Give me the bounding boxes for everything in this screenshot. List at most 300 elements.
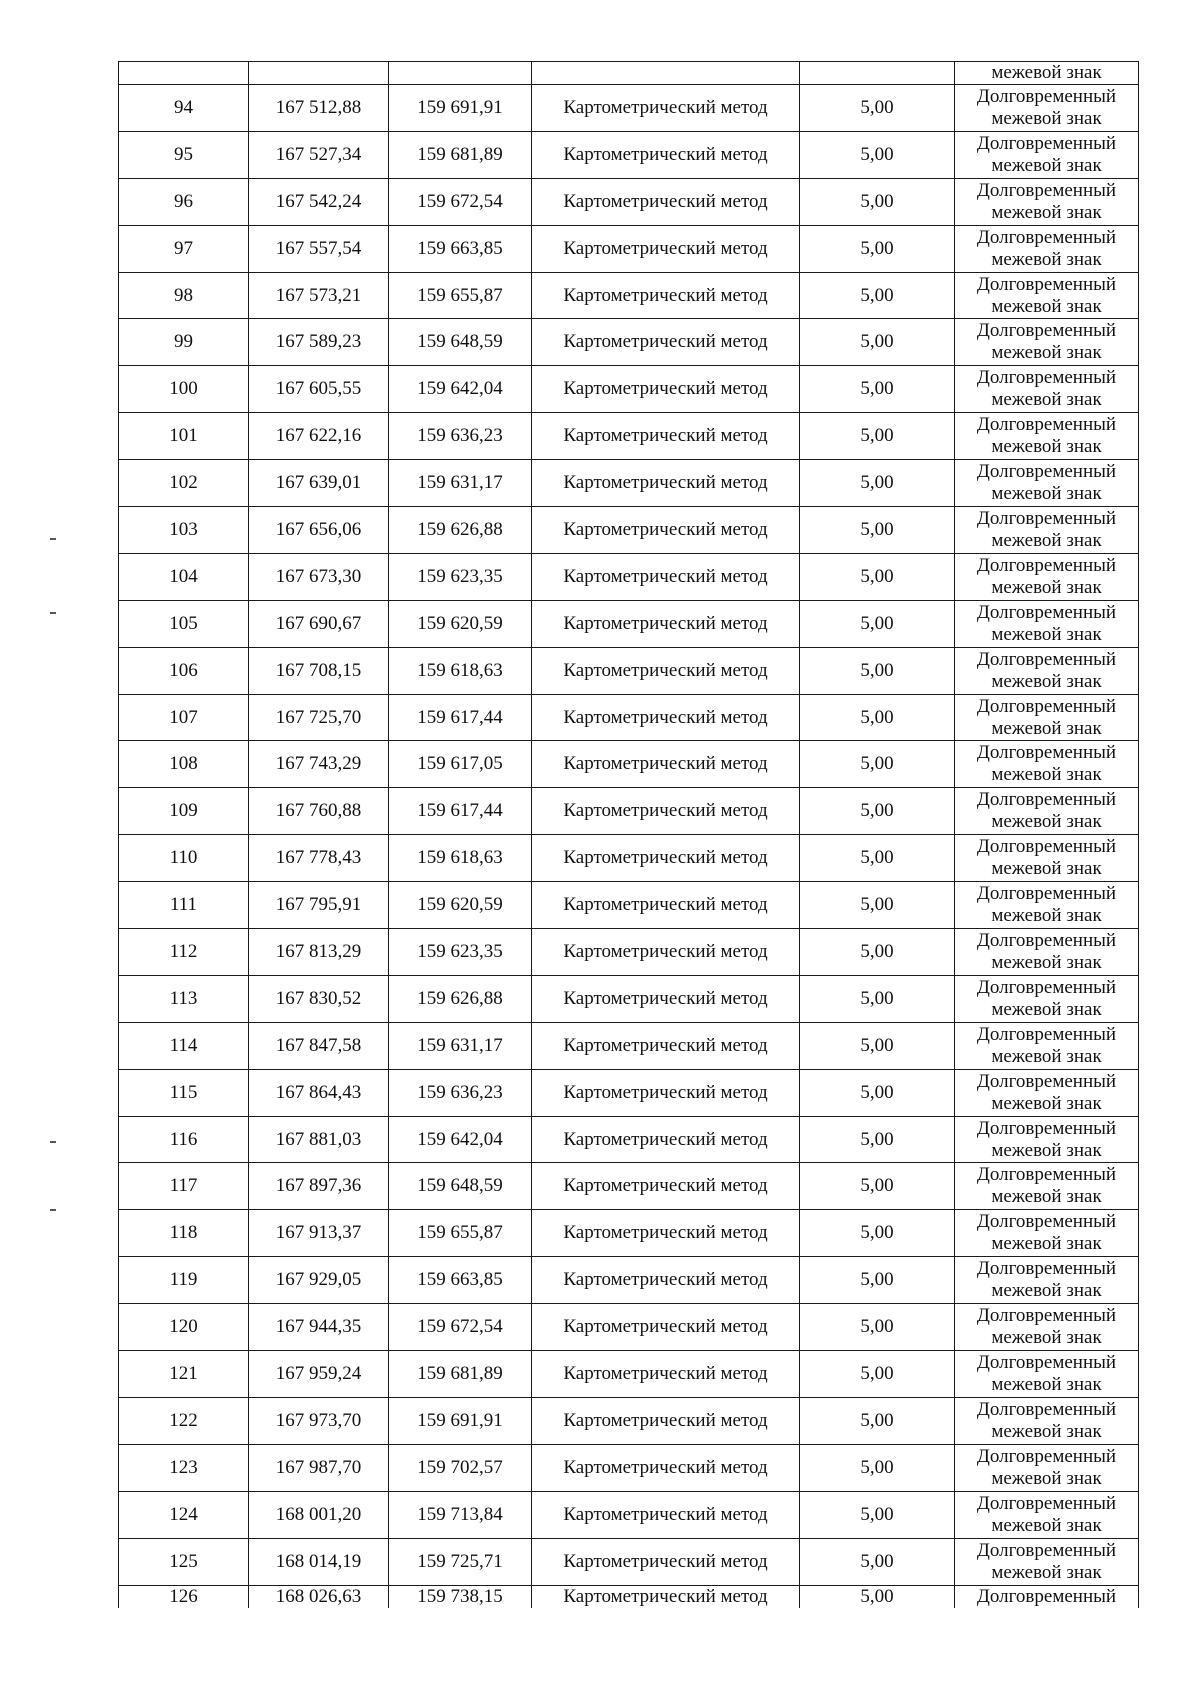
cell-accuracy: 5,00 — [800, 1022, 955, 1069]
cell-number: 98 — [119, 272, 249, 319]
mark-type-line1: Долговременный — [976, 1117, 1117, 1139]
cell-y: 159 691,91 — [389, 85, 532, 132]
cell-accuracy: 5,00 — [800, 507, 955, 554]
cell-number: 114 — [119, 1022, 249, 1069]
cell-mark-type — [955, 694, 1139, 741]
cell-mark-type — [955, 553, 1139, 600]
cell-number: 125 — [119, 1538, 249, 1585]
mark-type-line2: межевой знак — [991, 389, 1102, 411]
cell-accuracy: 5,00 — [800, 882, 955, 929]
table-row — [119, 460, 1139, 507]
mark-type-line1: Долговременный — [976, 1492, 1117, 1514]
mark-type-line2: межевой знак — [991, 670, 1102, 692]
cell-mark-type — [955, 788, 1139, 835]
mark-type-line2: межевой знак — [991, 1186, 1102, 1208]
cell-method: Картометрический метод — [532, 975, 800, 1022]
cell-method: Картометрический метод — [532, 1163, 800, 1210]
cell-accuracy: 5,00 — [800, 1069, 955, 1116]
mark-type-line2: межевой знак — [991, 295, 1102, 317]
cell-y: 159 702,57 — [389, 1444, 532, 1491]
cell-mark-type — [955, 1538, 1139, 1585]
cell-mark-type — [955, 1444, 1139, 1491]
cell-mark-type — [955, 647, 1139, 694]
mark-type-line1: Долговременный — [976, 1539, 1117, 1561]
cell-x: 167 778,43 — [249, 835, 389, 882]
cell-y: 159 672,54 — [389, 1304, 532, 1351]
mark-type-line1: Долговременный — [976, 414, 1117, 436]
cell-mark-type — [955, 1491, 1139, 1538]
cell-method: Картометрический метод — [532, 225, 800, 272]
cell-mark-type — [955, 1163, 1139, 1210]
mark-type-line2: межевой знак — [991, 1045, 1102, 1067]
mark-type-line2: межевой знак — [991, 1280, 1102, 1302]
cell-accuracy: 5,00 — [800, 929, 955, 976]
mark-type-line2: межевой знак — [991, 483, 1102, 505]
table-row — [119, 1210, 1139, 1257]
table-row — [119, 1538, 1139, 1585]
cell-number: 101 — [119, 413, 249, 460]
mark-type-line1: Долговременный — [976, 648, 1117, 670]
mark-type-line1: Долговременный — [976, 1351, 1117, 1373]
cell-number: 100 — [119, 366, 249, 413]
cell-y: 159 642,04 — [389, 366, 532, 413]
cell-method: Картометрический метод — [532, 1585, 800, 1608]
table-row — [119, 507, 1139, 554]
scan-mark — [50, 538, 56, 540]
cell-method: Картометрический метод — [532, 1491, 800, 1538]
cell-number: 116 — [119, 1116, 249, 1163]
mark-type-line2: межевой знак — [991, 1373, 1102, 1395]
cell-method: Картометрический метод — [532, 882, 800, 929]
cell-number: 126 — [119, 1585, 249, 1608]
cell-y: 159 642,04 — [389, 1116, 532, 1163]
mark-type-line1: Долговременный — [976, 789, 1117, 811]
cell-mark-type — [955, 460, 1139, 507]
cell-x: 167 589,23 — [249, 319, 389, 366]
cell-number: 109 — [119, 788, 249, 835]
mark-type-line2: межевой знак — [991, 811, 1102, 833]
cell-mark-type — [955, 178, 1139, 225]
cell-x: 167 944,35 — [249, 1304, 389, 1351]
table-row — [119, 366, 1139, 413]
cell-mark-type — [955, 413, 1139, 460]
mark-type-line2: межевой знак — [991, 1514, 1102, 1536]
mark-type-line2: межевой знак — [991, 576, 1102, 598]
cell-method: Картометрический метод — [532, 413, 800, 460]
cell-mark-type — [955, 507, 1139, 554]
cell-mark-type — [955, 1397, 1139, 1444]
cell-y: 159 663,85 — [389, 1257, 532, 1304]
table-row — [119, 1163, 1139, 1210]
cell-accuracy: 5,00 — [800, 1538, 955, 1585]
cell-accuracy: 5,00 — [800, 1210, 955, 1257]
cell-x: 167 973,70 — [249, 1397, 389, 1444]
cell-y: 159 631,17 — [389, 1022, 532, 1069]
cell-accuracy: 5,00 — [800, 178, 955, 225]
cell-x: 167 708,15 — [249, 647, 389, 694]
mark-type-line2: межевой знак — [991, 905, 1102, 927]
mark-type-line1: Долговременный — [976, 226, 1117, 248]
cell-x: 167 542,24 — [249, 178, 389, 225]
cell-accuracy: 5,00 — [800, 85, 955, 132]
cell-number: 99 — [119, 319, 249, 366]
cell-accuracy — [800, 62, 955, 85]
cell-accuracy: 5,00 — [800, 272, 955, 319]
cell-method: Картометрический метод — [532, 85, 800, 132]
mark-type-line2: межевой знак — [991, 764, 1102, 786]
cell-mark-type: Долговременный — [955, 1585, 1139, 1608]
cell-method: Картометрический метод — [532, 319, 800, 366]
cell-number: 105 — [119, 600, 249, 647]
mark-type-line2: межевой знак — [991, 1467, 1102, 1489]
cell-x: 167 929,05 — [249, 1257, 389, 1304]
cell-accuracy: 5,00 — [800, 1304, 955, 1351]
cell-accuracy: 5,00 — [800, 1116, 955, 1163]
cell-accuracy: 5,00 — [800, 553, 955, 600]
table-row — [119, 178, 1139, 225]
cell-number: 113 — [119, 975, 249, 1022]
cell-accuracy: 5,00 — [800, 225, 955, 272]
cell-method: Картометрический метод — [532, 1210, 800, 1257]
cell-y: 159 655,87 — [389, 272, 532, 319]
cell-mark-type — [955, 366, 1139, 413]
cell-y: 159 620,59 — [389, 882, 532, 929]
mark-type-line1: Долговременный — [976, 929, 1117, 951]
mark-type-line1: Долговременный — [976, 461, 1117, 483]
cell-y: 159 626,88 — [389, 975, 532, 1022]
cell-method: Картометрический метод — [532, 272, 800, 319]
cell-y: 159 681,89 — [389, 1351, 532, 1398]
cell-method: Картометрический метод — [532, 1351, 800, 1398]
cell-number: 122 — [119, 1397, 249, 1444]
cell-number: 94 — [119, 85, 249, 132]
coordinates-table — [118, 61, 1139, 1608]
cell-mark-type — [955, 835, 1139, 882]
cell-x: 167 881,03 — [249, 1116, 389, 1163]
cell-method: Картометрический метод — [532, 694, 800, 741]
cell-y: 159 631,17 — [389, 460, 532, 507]
cell-y: 159 617,05 — [389, 741, 532, 788]
table-row — [119, 272, 1139, 319]
table-row — [119, 647, 1139, 694]
cell-number: 106 — [119, 647, 249, 694]
cell-x: 167 987,70 — [249, 1444, 389, 1491]
mark-type-line2: межевой знак — [991, 951, 1102, 973]
cell-accuracy: 5,00 — [800, 319, 955, 366]
table-row — [119, 1585, 1139, 1608]
table-row — [119, 85, 1139, 132]
mark-type-line1: Долговременный — [976, 367, 1117, 389]
cell-y: 159 713,84 — [389, 1491, 532, 1538]
cell-x: 167 864,43 — [249, 1069, 389, 1116]
cell-number: 102 — [119, 460, 249, 507]
cell-method: Картометрический метод — [532, 647, 800, 694]
cell-x: 167 512,88 — [249, 85, 389, 132]
cell-x: 167 656,06 — [249, 507, 389, 554]
cell-mark-type — [955, 225, 1139, 272]
cell-method: Картометрический метод — [532, 929, 800, 976]
cell-mark-type — [955, 1257, 1139, 1304]
cell-accuracy: 5,00 — [800, 835, 955, 882]
mark-type-line2: межевой знак — [991, 436, 1102, 458]
cell-y: 159 681,89 — [389, 131, 532, 178]
cell-mark-type — [955, 1304, 1139, 1351]
mark-type-line1: Долговременный — [976, 507, 1117, 529]
table-row — [119, 1069, 1139, 1116]
table-row — [119, 1444, 1139, 1491]
cell-method: Картометрический метод — [532, 1304, 800, 1351]
cell-y: 159 618,63 — [389, 835, 532, 882]
table-row — [119, 225, 1139, 272]
mark-type-line1: Долговременный — [976, 85, 1117, 107]
cell-mark-type — [955, 1351, 1139, 1398]
cell-accuracy: 5,00 — [800, 647, 955, 694]
mark-type-line2: межевой знак — [991, 154, 1102, 176]
table-row — [119, 1304, 1139, 1351]
cell-number: 97 — [119, 225, 249, 272]
mark-type-line2: межевой знак — [991, 107, 1102, 129]
cell-accuracy: 5,00 — [800, 1491, 955, 1538]
cell-number: 123 — [119, 1444, 249, 1491]
cell-y: 159 655,87 — [389, 1210, 532, 1257]
mark-type-line2: межевой знак — [991, 1327, 1102, 1349]
cell-accuracy: 5,00 — [800, 788, 955, 835]
cell-y: 159 617,44 — [389, 788, 532, 835]
cell-x: 167 847,58 — [249, 1022, 389, 1069]
mark-type-line1: Долговременный — [976, 1398, 1117, 1420]
cell-y: 159 623,35 — [389, 553, 532, 600]
mark-type-line1: Долговременный — [976, 601, 1117, 623]
cell-accuracy: 5,00 — [800, 1163, 955, 1210]
cell-accuracy: 5,00 — [800, 1257, 955, 1304]
cell-method — [532, 62, 800, 85]
mark-type-text: межевой знак — [991, 62, 1102, 83]
mark-type-line1: Долговременный — [976, 132, 1117, 154]
table-row — [119, 1116, 1139, 1163]
mark-type-line1: Долговременный — [976, 883, 1117, 905]
cell-y: 159 672,54 — [389, 178, 532, 225]
cell-number: 117 — [119, 1163, 249, 1210]
cell-number: 111 — [119, 882, 249, 929]
cell-mark-type — [955, 741, 1139, 788]
table-row — [119, 1257, 1139, 1304]
table-row — [119, 835, 1139, 882]
cell-mark-type — [955, 1022, 1139, 1069]
mark-type-line2: межевой знак — [991, 1139, 1102, 1161]
cell-y: 159 738,15 — [389, 1585, 532, 1608]
mark-type-line1: Долговременный — [976, 742, 1117, 764]
cell-x: 168 026,63 — [249, 1585, 389, 1608]
cell-method: Картометрический метод — [532, 1444, 800, 1491]
cell-x: 167 605,55 — [249, 366, 389, 413]
mark-type-line2: межевой знак — [991, 717, 1102, 739]
cell-accuracy: 5,00 — [800, 1444, 955, 1491]
cell-method: Картометрический метод — [532, 741, 800, 788]
cell-mark-type — [955, 131, 1139, 178]
cell-x — [249, 62, 389, 85]
cell-x: 167 527,34 — [249, 131, 389, 178]
mark-type-line2: межевой знак — [991, 1233, 1102, 1255]
cell-y: 159 636,23 — [389, 413, 532, 460]
scan-mark — [50, 1209, 56, 1211]
cell-number: 118 — [119, 1210, 249, 1257]
mark-type-line2: межевой знак — [991, 1420, 1102, 1442]
cell-x: 167 673,30 — [249, 553, 389, 600]
mark-type-line1: Долговременный — [976, 1445, 1117, 1467]
cell-y: 159 617,44 — [389, 694, 532, 741]
mark-type-line1: Долговременный — [976, 320, 1117, 342]
table-row — [119, 1397, 1139, 1444]
cell-x: 168 014,19 — [249, 1538, 389, 1585]
cell-y: 159 725,71 — [389, 1538, 532, 1585]
table-row — [119, 975, 1139, 1022]
mark-type-line2: межевой знак — [991, 342, 1102, 364]
cell-mark-type — [955, 85, 1139, 132]
cell-number: 119 — [119, 1257, 249, 1304]
cell-y: 159 691,91 — [389, 1397, 532, 1444]
cell-mark-type — [955, 975, 1139, 1022]
table-row — [119, 1351, 1139, 1398]
cell-x: 167 913,37 — [249, 1210, 389, 1257]
cell-accuracy: 5,00 — [800, 460, 955, 507]
mark-type-line1: Долговременный — [976, 1070, 1117, 1092]
mark-type-line1: Долговременный — [976, 695, 1117, 717]
cell-method: Картометрический метод — [532, 835, 800, 882]
cell-number — [119, 62, 249, 85]
cell-x: 167 557,54 — [249, 225, 389, 272]
mark-type-line1: Долговременный — [976, 836, 1117, 858]
table-row — [119, 600, 1139, 647]
mark-type-line1: Долговременный — [976, 1211, 1117, 1233]
table-row — [119, 1022, 1139, 1069]
mark-type-line2: межевой знак — [991, 1092, 1102, 1114]
table-row — [119, 882, 1139, 929]
cell-method: Картометрический метод — [532, 507, 800, 554]
coordinates-table-body — [119, 62, 1139, 1608]
mark-type-line2: межевой знак — [991, 529, 1102, 551]
cell-accuracy: 5,00 — [800, 1585, 955, 1608]
cell-accuracy: 5,00 — [800, 131, 955, 178]
cell-mark-type — [955, 319, 1139, 366]
cell-x: 167 622,16 — [249, 413, 389, 460]
cell-accuracy: 5,00 — [800, 1351, 955, 1398]
cell-x: 167 573,21 — [249, 272, 389, 319]
mark-type-line1: Долговременный — [976, 976, 1117, 998]
mark-type-line2: межевой знак — [991, 998, 1102, 1020]
cell-x: 168 001,20 — [249, 1491, 389, 1538]
cell-accuracy: 5,00 — [800, 366, 955, 413]
mark-type-line2: межевой знак — [991, 1561, 1102, 1583]
cell-y: 159 626,88 — [389, 507, 532, 554]
table-row-continued — [119, 62, 1139, 85]
cell-number: 112 — [119, 929, 249, 976]
cell-x: 167 830,52 — [249, 975, 389, 1022]
table-row — [119, 413, 1139, 460]
mark-type-line2: межевой знак — [991, 623, 1102, 645]
cell-method: Картометрический метод — [532, 366, 800, 413]
cell-y: 159 623,35 — [389, 929, 532, 976]
cell-y: 159 648,59 — [389, 1163, 532, 1210]
cell-y: 159 648,59 — [389, 319, 532, 366]
cell-x: 167 897,36 — [249, 1163, 389, 1210]
cell-x: 167 795,91 — [249, 882, 389, 929]
cell-mark-type — [955, 62, 1139, 85]
cell-x: 167 725,70 — [249, 694, 389, 741]
cell-method: Картометрический метод — [532, 600, 800, 647]
cell-y: 159 663,85 — [389, 225, 532, 272]
cell-y — [389, 62, 532, 85]
cell-accuracy: 5,00 — [800, 413, 955, 460]
mark-type-line1: Долговременный — [976, 1258, 1117, 1280]
cell-method: Картометрический метод — [532, 1069, 800, 1116]
cell-method: Картометрический метод — [532, 1257, 800, 1304]
cell-accuracy: 5,00 — [800, 694, 955, 741]
table-row — [119, 131, 1139, 178]
scan-mark — [50, 1141, 56, 1143]
cell-method: Картометрический метод — [532, 553, 800, 600]
cell-x: 167 639,01 — [249, 460, 389, 507]
table-row — [119, 929, 1139, 976]
cell-method: Картометрический метод — [532, 460, 800, 507]
mark-type-line1: Долговременный — [976, 1305, 1117, 1327]
cell-accuracy: 5,00 — [800, 741, 955, 788]
cell-x: 167 760,88 — [249, 788, 389, 835]
table-row — [119, 1491, 1139, 1538]
cell-number: 115 — [119, 1069, 249, 1116]
cell-number: 95 — [119, 131, 249, 178]
mark-type-line1: Долговременный — [976, 1164, 1117, 1186]
cell-accuracy: 5,00 — [800, 1397, 955, 1444]
cell-mark-type — [955, 1069, 1139, 1116]
cell-method: Картометрический метод — [532, 1397, 800, 1444]
mark-type-line2: межевой знак — [991, 858, 1102, 880]
cell-mark-type — [955, 600, 1139, 647]
mark-type-line1: Долговременный — [976, 554, 1117, 576]
cell-mark-type — [955, 1210, 1139, 1257]
cell-number: 104 — [119, 553, 249, 600]
mark-type-line1: Долговременный — [976, 273, 1117, 295]
cell-method: Картометрический метод — [532, 1538, 800, 1585]
cell-number: 120 — [119, 1304, 249, 1351]
cell-number: 121 — [119, 1351, 249, 1398]
cell-mark-type — [955, 272, 1139, 319]
cell-y: 159 620,59 — [389, 600, 532, 647]
cell-method: Картометрический метод — [532, 788, 800, 835]
cell-mark-type — [955, 929, 1139, 976]
cell-number: 103 — [119, 507, 249, 554]
cell-number: 107 — [119, 694, 249, 741]
cell-y: 159 618,63 — [389, 647, 532, 694]
table-row — [119, 319, 1139, 366]
scan-mark — [50, 612, 56, 614]
mark-type-line1: Долговременный — [976, 1023, 1117, 1045]
mark-type-line2: межевой знак — [991, 201, 1102, 223]
mark-type-line2: межевой знак — [991, 248, 1102, 270]
cell-x: 167 743,29 — [249, 741, 389, 788]
table-row — [119, 788, 1139, 835]
cell-method: Картометрический метод — [532, 178, 800, 225]
cell-method: Картометрический метод — [532, 131, 800, 178]
cell-y: 159 636,23 — [389, 1069, 532, 1116]
cell-x: 167 813,29 — [249, 929, 389, 976]
cell-accuracy: 5,00 — [800, 600, 955, 647]
cell-accuracy: 5,00 — [800, 975, 955, 1022]
cell-mark-type — [955, 882, 1139, 929]
cell-method: Картометрический метод — [532, 1116, 800, 1163]
cell-number: 110 — [119, 835, 249, 882]
table-row — [119, 553, 1139, 600]
cell-number: 96 — [119, 178, 249, 225]
